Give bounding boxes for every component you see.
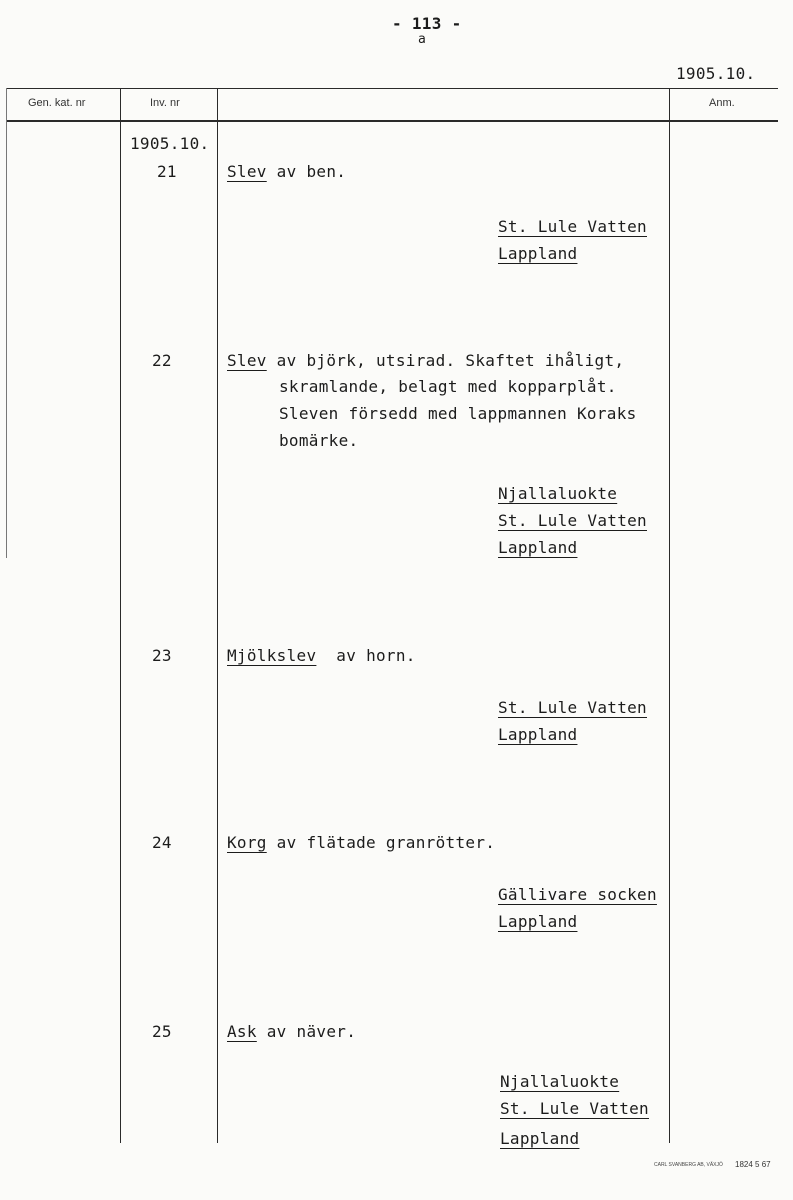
column-divider-1	[6, 88, 7, 558]
entry-description	[227, 1022, 356, 1041]
column-header-gen-kat-nr: Gen. kat. nr	[28, 97, 86, 109]
page-suffix: a	[418, 32, 427, 47]
locality-line: St. Lule Vatten	[498, 511, 647, 530]
entry-continuation: Sleven försedd med lappmannen Koraks	[279, 404, 637, 423]
locality-line: Lappland	[498, 725, 578, 744]
locality-line: Lappland	[498, 538, 578, 557]
entry-desc-text: av björk, utsirad. Skaftet ihåligt,	[266, 351, 625, 370]
locality-line: St. Lule Vatten	[500, 1099, 649, 1118]
entry-desc-text: av näver.	[256, 1022, 357, 1041]
column-divider-4	[669, 88, 670, 1143]
entry-description	[227, 162, 346, 181]
entry-term: Korg	[227, 833, 267, 852]
locality-line: Lappland	[498, 912, 578, 931]
inv-number: 21	[157, 162, 177, 181]
inv-number: 22	[152, 351, 172, 370]
inv-number: 23	[152, 646, 172, 665]
form-code: 1824 5 67	[735, 1160, 771, 1169]
entry-description	[227, 833, 495, 852]
year-reference: 1905.10.	[676, 64, 756, 83]
locality-line: Njallaluokte	[500, 1072, 620, 1091]
entry-term: Slev	[227, 351, 267, 370]
inv-number: 24	[152, 833, 172, 852]
locality-line: St. Lule Vatten	[498, 217, 647, 236]
column-divider-2	[120, 88, 121, 1143]
page-number: - 113 -	[392, 14, 462, 33]
entry-continuation: bomärke.	[279, 431, 359, 450]
locality-line: Lappland	[498, 244, 578, 263]
series-label: 1905.10.	[130, 134, 210, 153]
entry-continuation: skramlande, belagt med kopparplåt.	[279, 377, 617, 396]
entry-description	[227, 646, 416, 665]
inv-number: 25	[152, 1022, 172, 1041]
locality-line: Njallaluokte	[498, 484, 618, 503]
locality-line: Gällivare socken	[498, 885, 657, 904]
entry-term: Ask	[227, 1022, 257, 1041]
entry-desc-text: av flätade granrötter.	[266, 833, 496, 852]
printer-imprint: CARL SVANBERG AB, VÄXJÖ	[654, 1162, 723, 1168]
column-header-inv-nr: Inv. nr	[150, 97, 180, 109]
header-bottom-rule	[6, 120, 778, 122]
entry-desc-text: av horn.	[316, 646, 416, 665]
entry-desc-text: av ben.	[266, 162, 347, 181]
entry-term: Slev	[227, 162, 267, 181]
entry-description	[227, 351, 624, 370]
column-divider-3	[217, 88, 218, 1143]
header-top-rule	[6, 88, 778, 89]
column-header-anm: Anm.	[709, 97, 735, 109]
locality-line: Lappland	[500, 1129, 580, 1148]
locality-line: St. Lule Vatten	[498, 698, 647, 717]
entry-term: Mjölkslev	[227, 646, 317, 665]
